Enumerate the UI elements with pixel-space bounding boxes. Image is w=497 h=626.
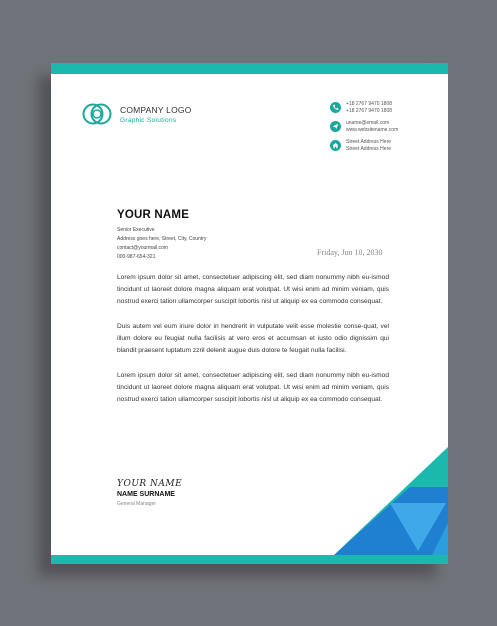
letterhead-sheet xyxy=(51,63,448,564)
contact-address xyxy=(330,138,398,153)
contact-email xyxy=(330,119,398,134)
signer-name: NAME SURNAME xyxy=(117,491,175,498)
address-line-2: Street Address Here xyxy=(346,145,392,152)
home-icon xyxy=(330,140,341,151)
contact-block xyxy=(330,100,398,157)
top-accent-bar xyxy=(51,63,448,74)
address-line-1: Street Address Here xyxy=(346,139,392,145)
bottom-accent-bar xyxy=(51,555,448,564)
logo-rings-icon xyxy=(82,101,114,127)
sender-name: YOUR NAME xyxy=(117,209,190,221)
email-text: uname@email.com xyxy=(346,120,390,126)
letter-body xyxy=(117,272,389,419)
company-name: COMPANY LOGO xyxy=(120,104,192,115)
contact-phone xyxy=(330,100,398,115)
signature-script: YOUR NAME xyxy=(117,479,183,489)
body-paragraph: Lorem ipsum dolor sit amet, consectetuer adipiscing elit, sed diam nonummy nibh eu-ismod tincidunt ut laoreet dolore magna aliquam erat volutpat. Ut wisi enim ad minim veniam, quis nostrud exerci tation ullamcorper suscipit lobortis nisl ut aliquip ex ea commodo consequat. xyxy=(117,274,389,305)
body-paragraph: Lorem ipsum dolor sit amet, consectetuer adipiscing elit, sed diam nonummy nibh eu-ismod tincidunt ut laoreet dolore magna aliquam erat volutpat. Ut wisi enim ad minim veniam, quis nostrud exerci tation ullamcorper suscipit lobortis nisl ut aliquip ex ea commodo consequat. xyxy=(117,372,389,403)
signer-title: General Manager xyxy=(117,501,156,507)
phone-line-1: +18 2767 9470 1808 xyxy=(346,101,393,107)
sender-phone: 000-987-654-321 xyxy=(117,254,156,260)
letter-date: Friday, Jun 10, 2030 xyxy=(317,248,383,257)
signature-block xyxy=(117,479,182,507)
company-tagline: Graphic Solutions xyxy=(120,116,177,124)
sender-title: Senior Executive xyxy=(117,227,155,233)
send-icon xyxy=(330,121,341,132)
company-logo xyxy=(82,101,192,127)
website-text: www.websitename.com xyxy=(346,126,399,133)
sender-email: contact@yourmail.com xyxy=(117,245,168,251)
body-paragraph: Duis autem vel eum iriure dolor in hendrerit in vulputate velit esse molestie conse-quat, vel illum dolore eu feugiat nulla facilisis at vero eros et accumsan et iusto odio dignissim qui blandit praesent luptatum zzril delenit augue duis dolore te feugait nulla facilisi. xyxy=(117,323,389,354)
phone-line-2: +18 2767 9470 1808 xyxy=(346,107,393,114)
sender-block xyxy=(117,209,206,260)
sender-address: Address goes here, Street, City, Country xyxy=(117,236,207,242)
phone-icon xyxy=(330,102,341,113)
corner-decoration xyxy=(334,447,448,555)
